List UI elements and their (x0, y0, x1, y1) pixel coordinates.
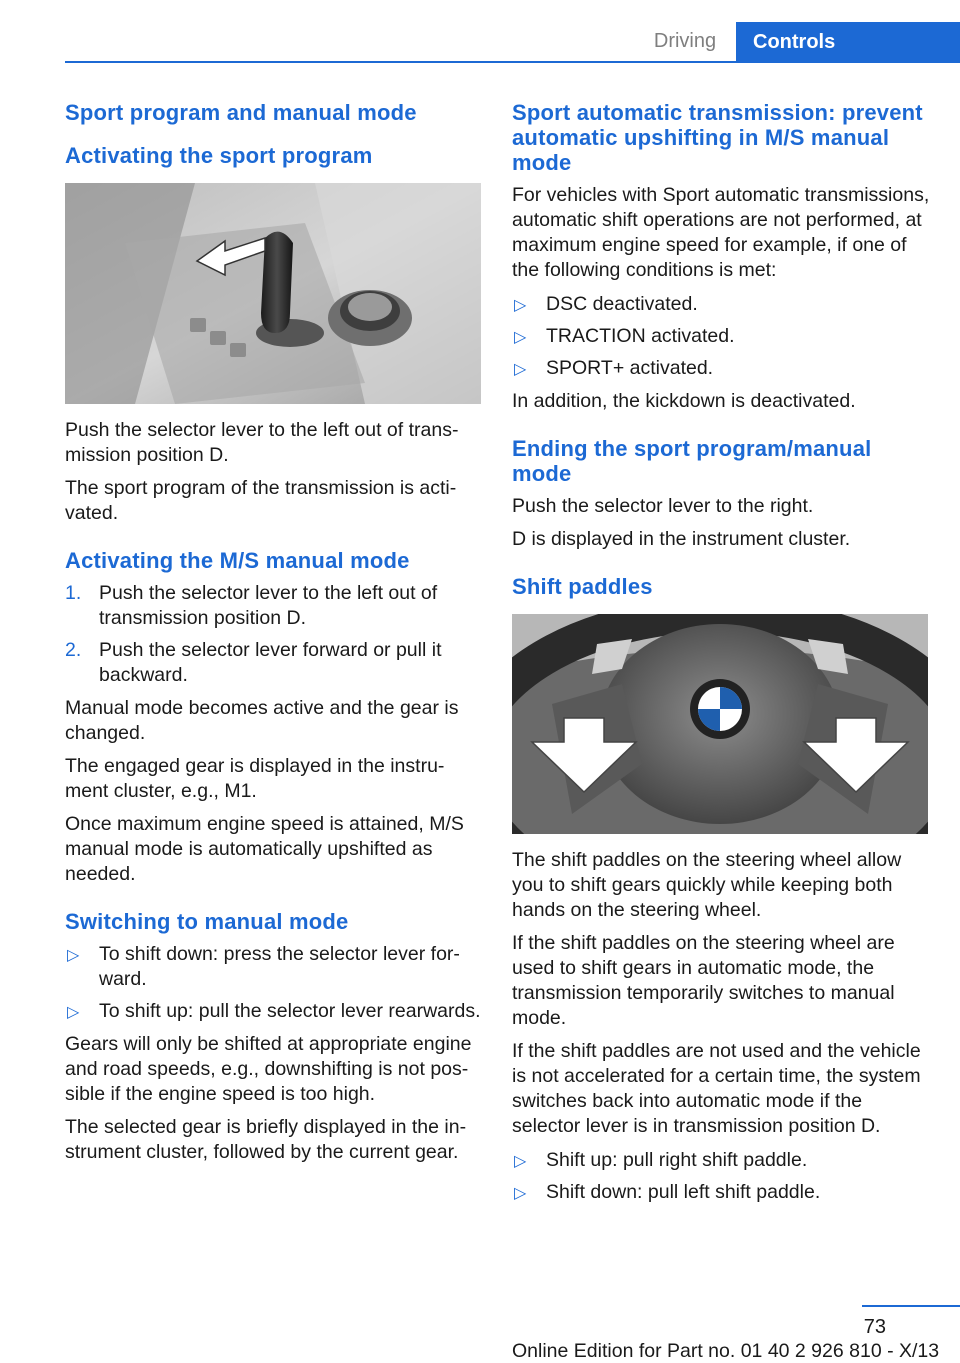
header-rule (65, 61, 960, 63)
heading-shift-paddles: Shift paddles (512, 574, 653, 599)
list-item: ▷ To shift up: pull the selector lever rearwards. (65, 999, 481, 1024)
paddle-list (512, 1148, 930, 1205)
triangle-bullet-icon: ▷ (514, 1185, 527, 1202)
page-number: 73 (863, 1316, 886, 1338)
heading-prevent-upshift: Sport automatic transmission: prevent automatic upshifting in M/S manual mode (512, 100, 923, 175)
text-push-right: Push the selector lever to the right. (512, 495, 814, 517)
text-paddles-allow: The shift paddles on the steering wheel allow you to shift gears quickly while keeping both hands on the steering wheel. (512, 849, 902, 921)
ms-steps-list (65, 581, 481, 688)
switching-list (65, 942, 481, 1024)
heading-switching-manual-mode: Switching to manual mode (65, 909, 349, 934)
list-item: ▷ Shift down: pull left shift paddle. (512, 1180, 930, 1205)
text-d-displayed: D is displayed in the instrument cluster. (512, 528, 851, 550)
text-paddles-not-used: If the shift paddles are not used and the vehicle is not accelerated for a certain time, the system switches back into automatic mode if the selector lever is in transmission position D. (512, 1040, 921, 1137)
text-selected-gear-displayed: The selected gear is briefly displayed in the instrument cluster, followed by the current gear. (65, 1116, 467, 1163)
text-kickdown-deactivated: In addition, the kickdown is deactivated. (512, 390, 856, 412)
header-chapter-tab: Controls (736, 22, 960, 63)
triangle-bullet-icon: ▷ (67, 1004, 80, 1021)
list-item: ▷ SPORT+ activated. (512, 356, 930, 381)
text-for-vehicles: For vehicles with Sport automatic transmissions, automatic shift operations are not performed, at maximum engine speed for example, if one of the following conditions is met: (512, 184, 930, 281)
heading-activating-sport-program: Activating the sport program (65, 143, 373, 168)
text-paddles-automatic-mode: If the shift paddles on the steering wheel are used to shift gears in automatic mode, the transmission temporarily switches to manual mode. (512, 932, 895, 1029)
triangle-bullet-icon: ▷ (67, 947, 80, 964)
triangle-bullet-icon: ▷ (514, 329, 527, 346)
right-column (512, 100, 930, 1205)
header-section-label: Driving (653, 30, 717, 52)
list-item: ▷ To shift down: press the selector lever forward. (67, 943, 460, 990)
page-header (0, 0, 960, 62)
triangle-bullet-icon: ▷ (514, 297, 527, 314)
text-push-left: Push the selector lever to the left out of transmission position D. (65, 419, 459, 466)
conditions-list (512, 292, 930, 381)
heading-activating-ms-manual-mode: Activating the M/S manual mode (65, 548, 410, 573)
triangle-bullet-icon: ▷ (514, 1153, 527, 1170)
heading-sport-program-manual-mode: Sport program and manual mode (65, 100, 417, 125)
text-engaged-gear: The engaged gear is displayed in the instrument cluster, e.g., M1. (65, 755, 445, 802)
triangle-bullet-icon: ▷ (514, 361, 527, 378)
text-gears-only-shifted: Gears will only be shifted at appropriate engine and road speeds, e.g., downshifting is not possible if the engine speed is too high. (65, 1033, 472, 1105)
text-sport-activated: The sport program of the transmission is activated. (65, 477, 457, 524)
left-column (65, 100, 481, 1165)
footer-rule (862, 1305, 960, 1307)
list-item: 1. Push the selector lever to the left out of transmission position D. (65, 582, 438, 629)
footer-edition: Online Edition for Part no. 01 40 2 926 810 - X/13 (512, 1340, 940, 1362)
list-item: ▷ TRACTION activated. (512, 324, 930, 349)
list-item: 2. Push the selector lever forward or pull it backward. (65, 639, 442, 686)
heading-ending-sport-program: Ending the sport program/manual mode (512, 436, 872, 486)
list-item: ▷ DSC deactivated. (512, 292, 930, 317)
text-manual-active: Manual mode becomes active and the gear is changed. (65, 697, 459, 744)
text-once-max-speed: Once maximum engine speed is attained, M/S manual mode is automatically upshifted as needed. (65, 813, 464, 885)
list-item: ▷ Shift up: pull right shift paddle. (512, 1148, 930, 1173)
steering-wheel-photo (512, 614, 928, 834)
selector-lever-photo (65, 183, 481, 404)
